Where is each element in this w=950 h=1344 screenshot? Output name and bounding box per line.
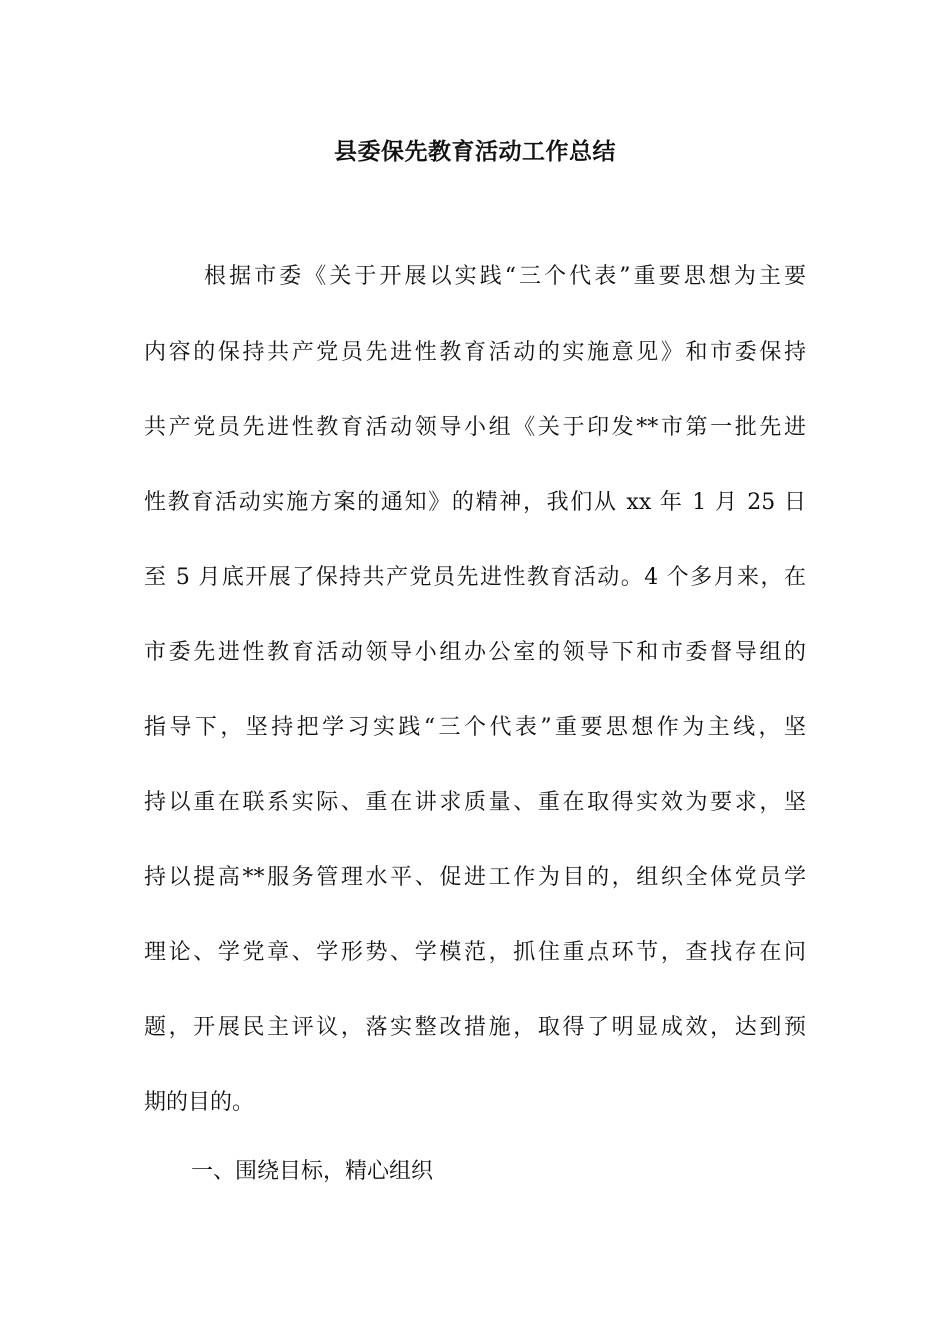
paragraph-line-6: 市委先进性教育活动领导小组办公室的领导下和市委督导组的 [144, 640, 806, 665]
paragraph-line-3: 共产党员先进性教育活动领导小组《关于印发**市第一批先进 [144, 415, 806, 440]
paragraph-line-2: 内容的保持共产党员先进性教育活动的实施意见》和市委保持 [144, 340, 806, 365]
paragraph-line-5: 至 5 月底开展了保持共产党员先进性教育活动。4 个多月来，在 [144, 565, 806, 590]
paragraph-line-1: 根据市委《关于开展以实践“三个代表”重要思想为主要 [204, 264, 806, 289]
paragraph-line-9: 持以提高**服务管理水平、促进工作为目的，组织全体党员学 [144, 865, 806, 890]
section-heading: 一、围绕目标，精心组织 [191, 1159, 434, 1184]
document-title: 县委保先教育活动工作总结 [334, 138, 616, 165]
paragraph-line-12: 期的目的。 [144, 1090, 255, 1115]
paragraph-line-11: 题，开展民主评议，落实整改措施，取得了明显成效，达到预 [144, 1015, 806, 1040]
paragraph-line-8: 持以重在联系实际、重在讲求质量、重在取得实效为要求，坚 [144, 790, 806, 815]
paragraph-line-4: 性教育活动实施方案的通知》的精神，我们从 xx 年 1 月 25 日 [144, 490, 806, 515]
paragraph-line-7: 指导下，坚持把学习实践“三个代表”重要思想作为主线，坚 [144, 715, 806, 740]
paragraph-line-10: 理论、学党章、学形势、学模范，抓住重点环节，查找存在问 [144, 940, 806, 965]
